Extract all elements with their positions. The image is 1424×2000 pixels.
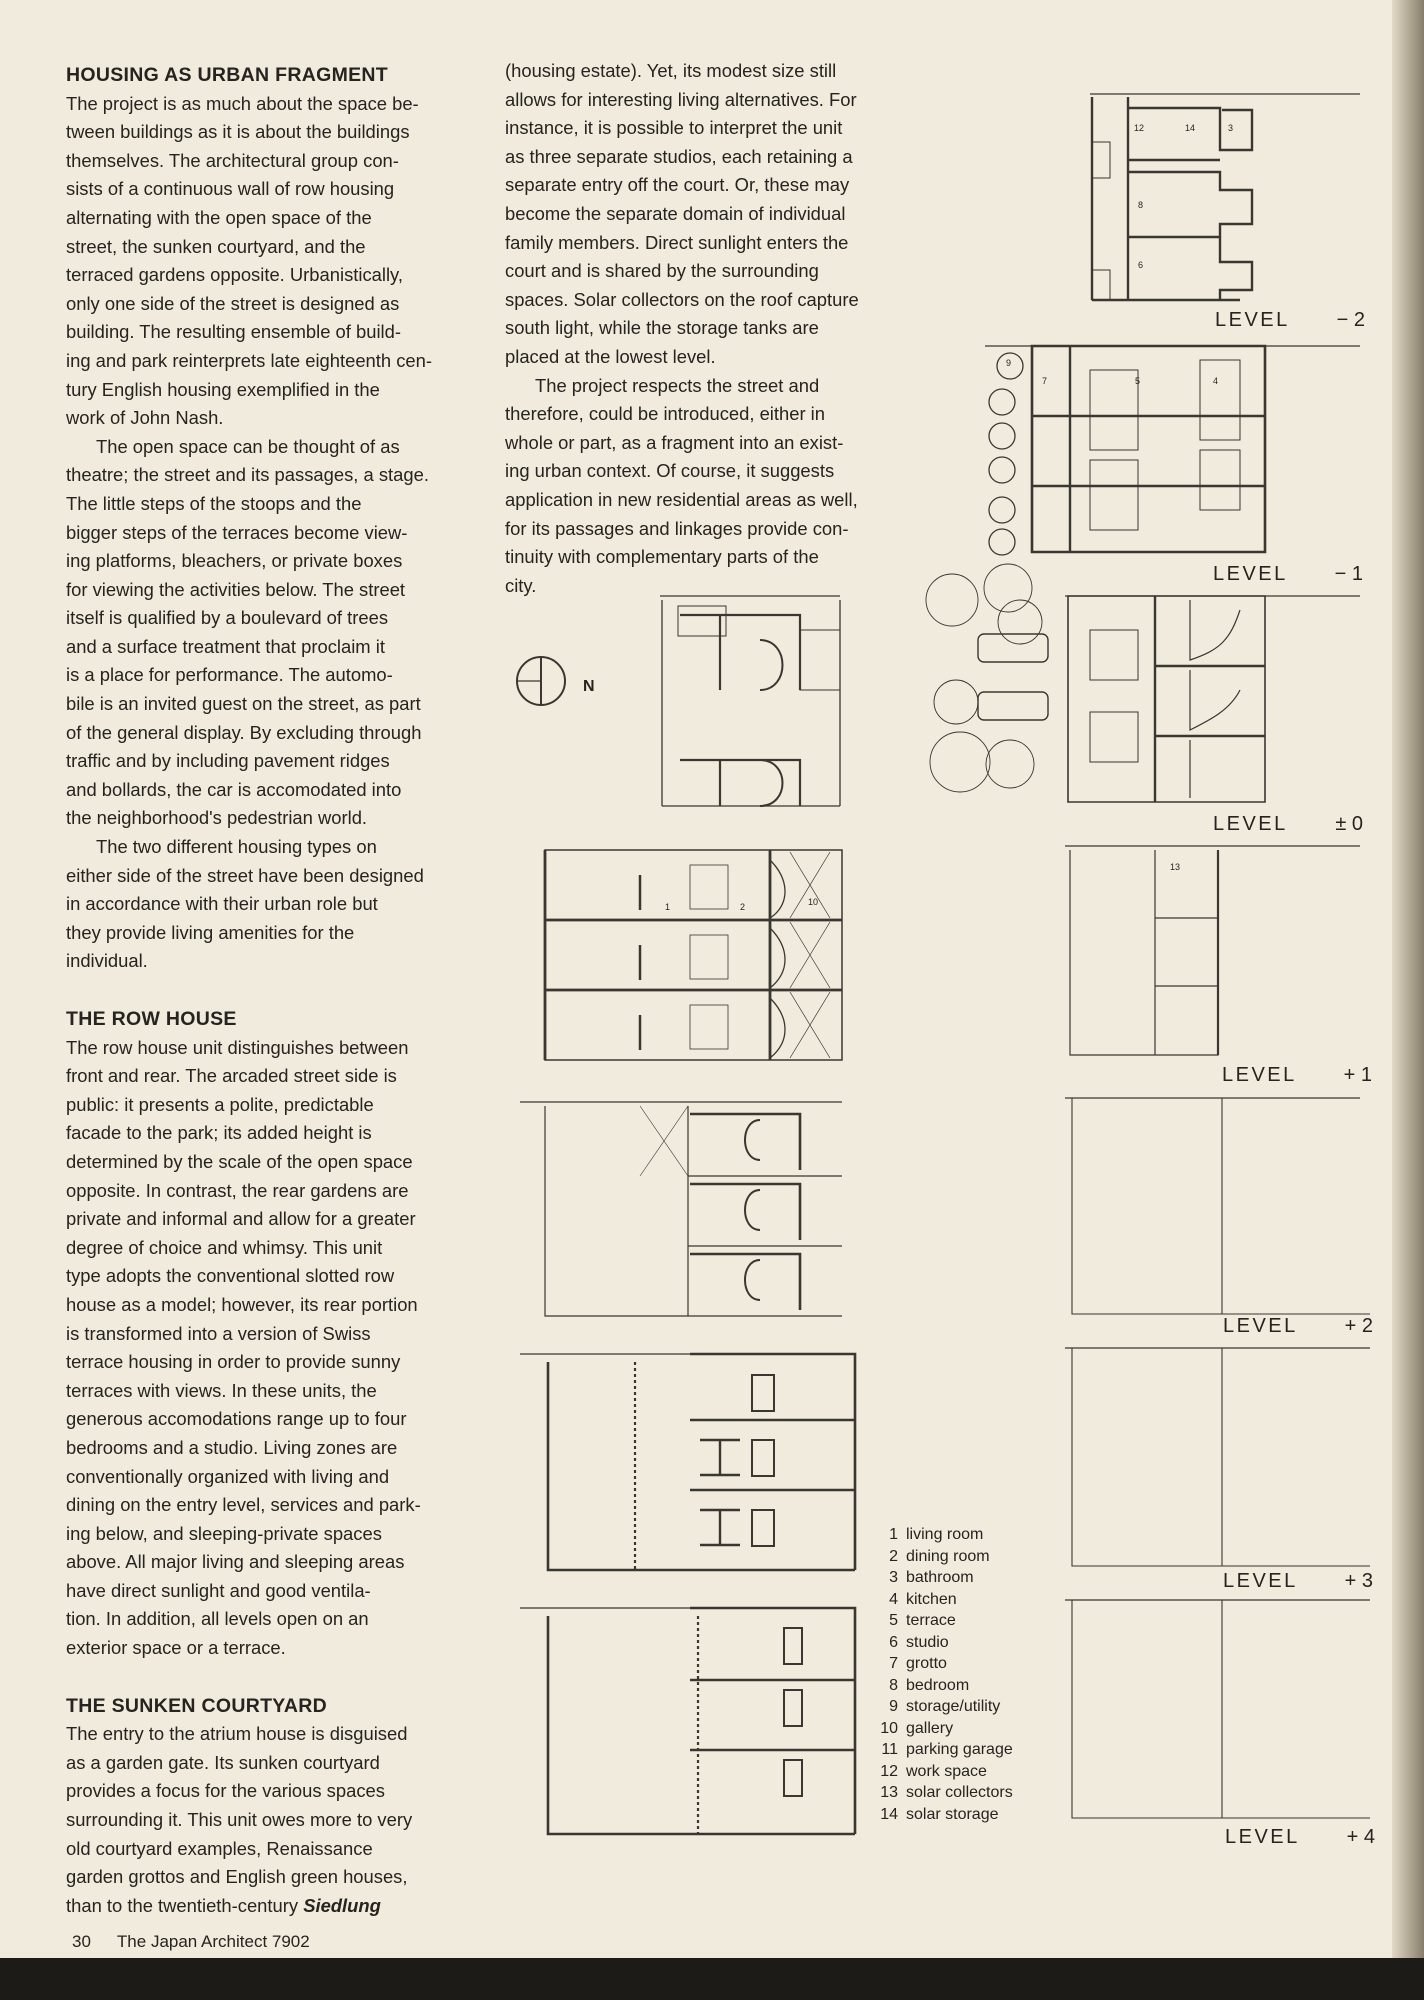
legend-label: bedroom xyxy=(906,1676,970,1694)
text-line: type adopts the conventional slotted row xyxy=(66,1265,395,1287)
legend-label: dining room xyxy=(906,1547,990,1565)
legend-item xyxy=(870,1567,1013,1589)
text-line: is transformed into a version of Swiss xyxy=(66,1322,371,1344)
text-line: is a place for performance. The automo- xyxy=(66,664,393,686)
text-line: therefore, could be introduced, either in xyxy=(505,403,825,425)
text-line: ing urban context. Of course, it suggests xyxy=(505,460,835,482)
text-line: work of John Nash. xyxy=(66,407,224,429)
room-label: 8 xyxy=(1138,200,1144,210)
plan-street-level-0 xyxy=(660,596,840,806)
text-line: for its passages and linkages provide con- xyxy=(505,517,849,539)
text-line: individual. xyxy=(66,950,148,972)
room-label: 1 xyxy=(665,902,671,912)
page-footer xyxy=(72,1932,336,1952)
text-line: tween buildings as it is about the buildings xyxy=(66,121,410,143)
legend-item xyxy=(870,1653,1013,1675)
siedlung-word: Siedlung xyxy=(303,1894,381,1916)
room-label: 7 xyxy=(1042,376,1048,386)
text-line: ing platforms, bleachers, or private boxes xyxy=(66,550,403,572)
level-label-plus-4: LEVEL + 4 xyxy=(1225,1826,1375,1848)
text-line: front and rear. The arcaded street side is xyxy=(66,1065,397,1087)
text-line: The open space can be thought of as xyxy=(96,435,400,457)
text-line: exterior space or a terrace. xyxy=(66,1637,286,1659)
legend-item xyxy=(870,1589,1013,1611)
trees-and-parked-cars xyxy=(926,564,1048,792)
text-line: spaces. Solar collectors on the roof capture xyxy=(505,288,859,310)
text-line: as three separate studios, each retaining a xyxy=(505,145,853,167)
level-label-plus-1: LEVEL + 1 xyxy=(1222,1064,1372,1086)
text-line: (housing estate). Yet, its modest size still xyxy=(505,60,837,81)
text-line: opposite. In contrast, the rear gardens are xyxy=(66,1179,409,1201)
text-line: separate entry off the court. Or, these may xyxy=(505,174,850,196)
text-line: ing below, and sleeping-private spaces xyxy=(66,1522,382,1544)
plan-level-plus-3-courtyard xyxy=(1065,1348,1370,1566)
legend-label: kitchen xyxy=(906,1590,957,1608)
text-line: facade to the park; its added height is xyxy=(66,1122,372,1144)
plan-level-plus-3-row-houses xyxy=(520,1354,855,1570)
room-label: 5 xyxy=(1135,376,1141,386)
legend-item xyxy=(870,1739,1013,1761)
text-line: old courtyard examples, Renaissance xyxy=(66,1837,373,1859)
legend-number: 1 xyxy=(889,1526,898,1543)
room-label: 6 xyxy=(1138,260,1144,270)
text-line: have direct sunlight and good ventila- xyxy=(66,1579,371,1601)
text-line: terraced gardens opposite. Urbanistically, xyxy=(66,264,403,286)
level-label-minus-2: LEVEL − 2 xyxy=(1215,309,1365,331)
text-line: building. The resulting ensemble of build- xyxy=(66,321,401,343)
plan-level-plus-1-row-houses xyxy=(545,850,842,1060)
text-line: The project respects the street and xyxy=(535,374,820,396)
north-label: N xyxy=(583,678,595,695)
plan-level-plus-2-row-houses xyxy=(520,1102,842,1316)
text-line: The row house unit distinguishes between xyxy=(66,1036,409,1058)
legend-item xyxy=(870,1524,1013,1546)
text-line: of the general display. By excluding through xyxy=(66,721,422,743)
legend-number: 5 xyxy=(889,1612,898,1629)
publication-name: The Japan Architect 7902 xyxy=(116,1932,310,1951)
legend-label: grotto xyxy=(906,1655,947,1672)
legend-item xyxy=(870,1632,1013,1654)
text-line: court and is shared by the surrounding xyxy=(505,260,819,282)
room-label: 13 xyxy=(1170,862,1181,872)
legend-label: storage/utility xyxy=(906,1698,1001,1715)
text-line: The entry to the atrium house is disguised xyxy=(66,1723,408,1745)
plan-level-0 xyxy=(1065,596,1360,802)
text-line: bile is an invited guest on the street, as part xyxy=(66,693,421,715)
legend-item xyxy=(870,1804,1013,1826)
plan-level-minus-2 xyxy=(1090,94,1360,300)
room-label: 14 xyxy=(1185,123,1196,133)
text-line: conventionally organized with living and xyxy=(66,1465,390,1487)
text-line: bigger steps of the terraces become view- xyxy=(66,521,408,543)
text-line: terraces with views. In these units, the xyxy=(66,1379,377,1401)
legend-number: 10 xyxy=(880,1719,898,1737)
legend-number: 4 xyxy=(889,1590,898,1608)
legend-number: 12 xyxy=(880,1762,898,1780)
level-label-0: LEVEL ± 0 xyxy=(1213,813,1363,835)
text-line: public: it presents a polite, predictable xyxy=(66,1093,374,1115)
text-line: either side of the street have been designed xyxy=(66,864,424,886)
legend-item xyxy=(870,1546,1013,1568)
legend-number: 3 xyxy=(889,1569,898,1586)
legend-label: terrace xyxy=(906,1612,956,1629)
text-line: they provide living amenities for the xyxy=(66,921,355,943)
text-line: become the separate domain of individual xyxy=(505,202,846,224)
text-line: traffic and by including pavement ridges xyxy=(66,750,390,772)
text-line: generous accomodations range up to four xyxy=(66,1408,407,1430)
legend-label: bathroom xyxy=(906,1569,974,1586)
room-label: 3 xyxy=(1228,123,1234,133)
text-line: bedrooms and a studio. Living zones are xyxy=(66,1436,398,1458)
legend-label: parking garage xyxy=(906,1741,1013,1758)
text-line: as a garden gate. Its sunken courtyard xyxy=(66,1751,380,1773)
text-line: degree of choice and whimsy. This unit xyxy=(66,1236,383,1258)
legend-number: 14 xyxy=(880,1805,898,1823)
room-label: 12 xyxy=(1134,123,1145,133)
text-line: determined by the scale of the open space xyxy=(66,1150,413,1172)
page-number: 30 xyxy=(72,1932,91,1951)
text-line: alternating with the open space of the xyxy=(66,206,372,228)
legend-item xyxy=(870,1718,1013,1740)
text-line: itself is qualified by a boulevard of trees xyxy=(66,607,389,629)
legend-label: gallery xyxy=(906,1719,954,1737)
text-line: theatre; the street and its passages, a stage. xyxy=(66,464,429,486)
text-line: in accordance with their urban role but xyxy=(66,893,378,915)
room-label: 9 xyxy=(1006,358,1012,368)
text-line: The project is as much about the space be- xyxy=(66,92,419,114)
room-label: 10 xyxy=(808,897,819,907)
legend-label: living room xyxy=(906,1526,984,1543)
legend-item xyxy=(870,1782,1013,1804)
legend-number: 7 xyxy=(889,1655,898,1672)
legend-item xyxy=(870,1696,1013,1718)
legend-number: 11 xyxy=(881,1741,898,1758)
text-line: tion. In addition, all levels open on an xyxy=(66,1608,369,1630)
text-line: above. All major living and sleeping areas xyxy=(66,1551,405,1573)
text-line: the neighborhood's pedestrian world. xyxy=(66,807,368,829)
room-label: 4 xyxy=(1213,376,1219,386)
plan-level-plus-2-courtyard xyxy=(1065,1098,1370,1314)
text-line: surrounding it. This unit owes more to very xyxy=(66,1809,413,1831)
text-line: tury English housing exemplified in the xyxy=(66,378,380,400)
text-line: tinuity with complementary parts of the xyxy=(505,546,819,568)
legend-label: solar collectors xyxy=(906,1784,1013,1801)
legend-number: 13 xyxy=(880,1784,898,1801)
text-line: garden grottos and English green houses, xyxy=(66,1866,408,1888)
text-line: The little steps of the stoops and the xyxy=(66,492,362,514)
text-line: south light, while the storage tanks are xyxy=(505,317,819,339)
level-label-plus-3: LEVEL + 3 xyxy=(1223,1570,1373,1592)
legend-item xyxy=(870,1610,1013,1632)
plan-level-plus-1-courtyard xyxy=(1065,846,1360,1055)
level-label-plus-2: LEVEL + 2 xyxy=(1223,1315,1373,1337)
legend-label: solar storage xyxy=(906,1805,999,1823)
heading-the-sunken-courtyard: THE SUNKEN COURTYARD xyxy=(66,1694,327,1717)
text-line: The two different housing types on xyxy=(96,836,377,858)
legend-label: studio xyxy=(906,1633,949,1651)
text-line: house as a model; however, its rear portion xyxy=(66,1293,418,1315)
heading-housing-as-urban-fragment: HOUSING AS URBAN FRAGMENT xyxy=(66,64,389,86)
text-line: dining on the entry level, services and park- xyxy=(66,1494,421,1516)
text-line: city. xyxy=(505,574,537,596)
text-line: street, the sunken courtyard, and the xyxy=(66,235,366,257)
text-line: family members. Direct sunlight enters the xyxy=(505,231,849,253)
plan-level-plus-4-courtyard xyxy=(1065,1600,1370,1818)
legend-item xyxy=(870,1761,1013,1783)
text-line: and bollards, the car is accomodated into xyxy=(66,778,402,800)
north-arrow xyxy=(517,657,565,705)
text-line: ing and park reinterprets late eighteenth cen- xyxy=(66,349,432,371)
text-line: placed at the lowest level. xyxy=(505,345,716,367)
text-line: instance, it is possible to interpret the unit xyxy=(505,117,843,139)
legend-number: 8 xyxy=(889,1676,898,1694)
room-label: 2 xyxy=(740,902,746,912)
text-line: allows for interesting living alternatives. For xyxy=(505,88,857,110)
plan-level-plus-4-row-houses xyxy=(520,1608,855,1834)
text-line: and a surface treatment that proclaim it xyxy=(66,635,385,657)
text-line: terrace housing in order to provide sunny xyxy=(66,1351,401,1373)
legend-number: 2 xyxy=(889,1547,898,1565)
legend-label: work space xyxy=(906,1762,987,1780)
legend-item xyxy=(870,1675,1013,1697)
legend-number: 6 xyxy=(889,1633,898,1651)
heading-the-row-house: THE ROW HOUSE xyxy=(66,1008,237,1030)
last-line-text: than to the twentieth-century xyxy=(66,1894,304,1916)
text-line: whole or part, as a fragment into an exist- xyxy=(505,431,844,453)
text-line: only one side of the street is designed as xyxy=(66,292,400,314)
text-line: private and informal and allow for a greater xyxy=(66,1208,416,1230)
text-line: for viewing the activities below. The street xyxy=(66,578,406,600)
text-line: provides a focus for the various spaces xyxy=(66,1780,385,1802)
legend-number: 9 xyxy=(889,1698,898,1715)
text-line: sists of a continuous wall of row housing xyxy=(66,178,395,200)
level-label-minus-1: LEVEL − 1 xyxy=(1213,563,1363,585)
text-line: application in new residential areas as well, xyxy=(505,488,858,510)
room-legend xyxy=(870,1524,1013,1825)
text-line: themselves. The architectural group con- xyxy=(66,149,399,171)
